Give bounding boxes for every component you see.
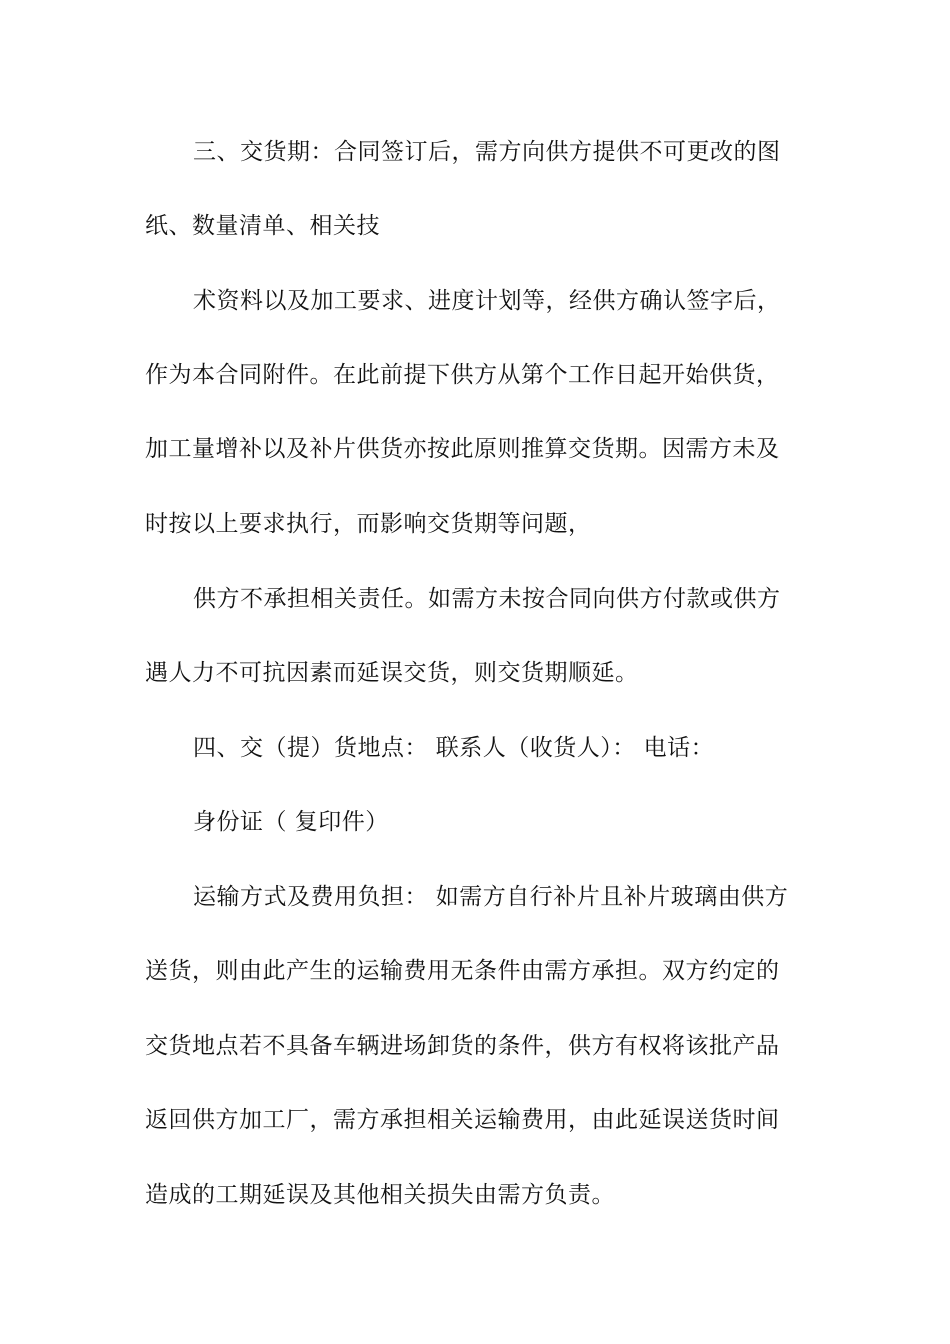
paragraph-technical-materials-line-1: 术资料以及加工要求、进度计划等，经供方确认签字后， xyxy=(193,288,781,314)
paragraph-technical-materials-line-3: 加工量增补以及补片供货亦按此原则推算交货期。因需方未及 xyxy=(145,436,780,462)
paragraph-technical-materials-line-4: 时按以上要求执行，而影响交货期等问题， xyxy=(145,511,592,537)
paragraph-transport-line-5: 造成的工期延误及其他相关损失由需方负责。 xyxy=(145,1182,615,1208)
paragraph-id-card: 身份证（ 复印件） xyxy=(193,809,389,835)
paragraph-transport-line-4: 返回供方加工厂，需方承担相关运输费用，由此延误送货时间 xyxy=(145,1107,780,1133)
paragraph-transport-line-2: 送货，则由此产生的运输费用无条件由需方承担。双方约定的 xyxy=(145,958,780,984)
paragraph-technical-materials-line-2: 作为本合同附件。在此前提下供方从第个工作日起开始供货， xyxy=(145,362,780,388)
paragraph-transport-line-1: 运输方式及费用负担： 如需方自行补片且补片玻璃由供方 xyxy=(193,884,789,910)
paragraph-liability-line-2: 遇人力不可抗因素而延误交货，则交货期顺延。 xyxy=(145,660,639,686)
paragraph-delivery-period-line-1: 三、交货期：合同签订后，需方向供方提供不可更改的图 xyxy=(193,139,781,165)
paragraph-liability-line-1: 供方不承担相关责任。如需方未按合同向供方付款或供方 xyxy=(193,586,781,612)
paragraph-transport-line-3: 交货地点若不具备车辆进场卸货的条件，供方有权将该批产品 xyxy=(145,1033,780,1059)
paragraph-delivery-location: 四、交（提）货地点： 联系人（收货人）： 电话： xyxy=(193,735,715,761)
paragraph-delivery-period-line-2: 纸、数量清单、相关技 xyxy=(145,213,380,239)
